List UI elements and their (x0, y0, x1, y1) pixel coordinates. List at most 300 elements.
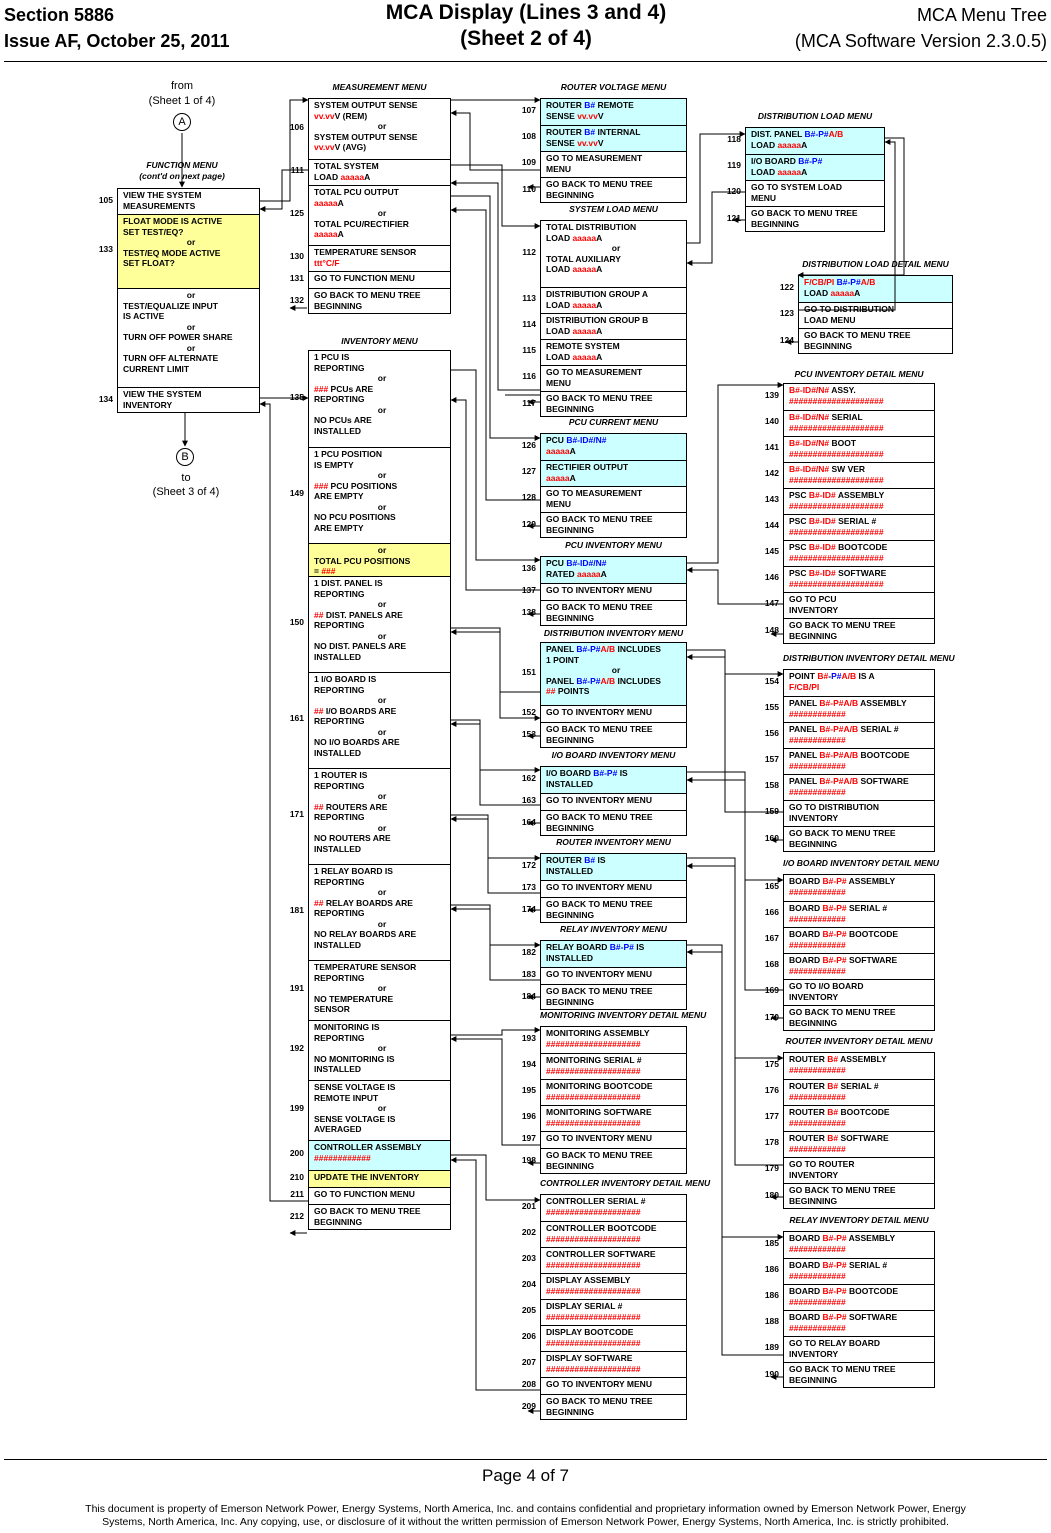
menu-item-201[interactable] (541, 1195, 686, 1221)
menu-item-text: TOTAL DISTRIBUTION (546, 222, 637, 232)
menu-item-text: INVENTORY (123, 399, 173, 410)
menu-item-106[interactable] (309, 99, 450, 159)
menu-item-text: MENU (546, 498, 572, 509)
menu-item-181[interactable] (309, 864, 450, 960)
menu-item-text: NO MONITORING IS (314, 1053, 395, 1064)
menu-item-194[interactable] (541, 1053, 686, 1079)
from-sheet-label: (Sheet 1 of 4) (148, 95, 216, 107)
menu-item-number: 174 (521, 903, 536, 914)
menu-item-number: 110 (522, 183, 536, 194)
menu-item-number: 173 (521, 881, 536, 892)
menu-item-number: 172 (521, 860, 536, 870)
menu-item-number: 144 (764, 520, 779, 530)
menu-item-text: #################### (546, 1285, 641, 1296)
menu-item-166[interactable] (784, 901, 934, 927)
menu-item-number: 132 (289, 294, 304, 305)
menu-item-text: vv.vvV (REM) (314, 110, 368, 121)
menu-item-139[interactable] (784, 384, 934, 410)
menu-item-149[interactable] (309, 447, 450, 543)
menu-item-text: ROUTER B# SOFTWARE (789, 1133, 889, 1143)
menu-item-178[interactable] (784, 1131, 934, 1157)
menu-item-number: 181 (289, 905, 304, 915)
menu-item-text: ############ (789, 1091, 846, 1102)
menu-item-text: #################### (789, 448, 884, 459)
menu-item-165[interactable] (784, 875, 934, 901)
menu-item-number: 141 (764, 442, 779, 452)
menu-item-text: #################### (546, 1206, 641, 1217)
menu-item-number: 185 (764, 1238, 779, 1248)
inventory-menu (308, 350, 451, 1230)
menu-item-145[interactable] (784, 540, 934, 566)
menu-item-199[interactable] (309, 1080, 450, 1140)
menu-item-162[interactable] (541, 767, 686, 793)
menu-item-151[interactable] (541, 643, 686, 705)
menu-item-152[interactable] (541, 705, 686, 722)
menu-item-text: PANEL B#-P#A/B BOOTCODE (789, 750, 910, 760)
menu-item-text: GO BACK TO MENU TREE (804, 330, 911, 340)
menu-item-text: #################### (789, 578, 884, 589)
menu-item-number: 146 (764, 572, 779, 582)
menu-item-140[interactable] (784, 410, 934, 436)
menu-item-text: GO TO SYSTEM LOAD (751, 182, 842, 192)
menu-item-text: or (186, 290, 196, 300)
menu-item-172[interactable] (541, 854, 686, 880)
menu-item-text: INSTALLED (546, 778, 594, 789)
menu-item-117[interactable] (541, 391, 686, 418)
menu-item-text: REPORTING (314, 876, 365, 887)
menu-item-119[interactable] (746, 154, 884, 180)
menu-item-text: or (377, 791, 387, 801)
menu-item-173[interactable] (541, 880, 686, 897)
menu-item-212[interactable] (309, 1204, 450, 1231)
menu-item-text: #################### (546, 1117, 641, 1128)
menu-item-text: PANEL B#-P#A/B INCLUDES (546, 644, 661, 654)
menu-item-text: NO I/O BOARDS ARE (314, 737, 400, 747)
menu-item-197[interactable] (541, 1131, 686, 1148)
menu-item-147[interactable] (784, 592, 934, 618)
menu-item-108[interactable] (541, 125, 686, 151)
menu-item-text: F/CB/PI (789, 681, 820, 692)
menu-item-125[interactable] (309, 185, 450, 245)
menu-item-text: LOAD aaaaaA (546, 325, 603, 336)
menu-item-text: I/O BOARD B#-P# IS (546, 768, 628, 778)
menu-item-195[interactable] (541, 1079, 686, 1105)
menu-item-number: 126 (521, 440, 536, 450)
menu-item-190[interactable] (784, 1362, 934, 1389)
menu-item-155[interactable] (784, 696, 934, 722)
menu-item-text: REPORTING (314, 394, 365, 404)
menu-item-text: LOAD aaaaaA (314, 171, 371, 182)
menu-item-number: 136 (521, 563, 536, 573)
menu-item-text: VIEW THE SYSTEM (123, 190, 202, 200)
sheet-subtitle: (Sheet 2 of 4) (460, 27, 592, 50)
relay-detail-menu (783, 1231, 935, 1388)
menu-item-text: aaaaaA (314, 229, 344, 239)
menu-item-number: 204 (521, 1279, 536, 1289)
menu-item-text: SENSE vv.vvV (546, 110, 604, 121)
relay-inventory-menu-title: RELAY INVENTORY MENU (560, 924, 667, 934)
menu-item-123[interactable] (799, 302, 952, 328)
menu-item-126[interactable] (541, 434, 686, 460)
connector-b: B (176, 448, 194, 466)
io-inventory-menu (540, 766, 687, 836)
menu-item-text: BOARD B#-P# BOOTCODE (789, 1286, 899, 1296)
menu-item-text: 1 I/O BOARD IS (314, 674, 377, 684)
menu-item-138[interactable] (541, 600, 686, 627)
menu-item-text: #################### (546, 1259, 641, 1270)
menu-item-121[interactable] (746, 206, 884, 233)
menu-item-text: GO TO FUNCTION MENU (314, 273, 415, 283)
menu-item-number: 158 (764, 780, 779, 790)
menu-item-200[interactable] (309, 1140, 450, 1170)
menu-item-number: 105 (98, 194, 113, 205)
measurement-menu-title: MEASUREMENT MENU (332, 82, 427, 92)
system-load-menu-title: SYSTEM LOAD MENU (569, 204, 658, 214)
menu-item-185[interactable] (784, 1232, 934, 1258)
menu-item-113[interactable] (541, 287, 686, 313)
dist-inv-detail-menu-title: DISTRIBUTION INVENTORY DETAIL MENU (783, 653, 955, 663)
menu-item-206[interactable] (541, 1325, 686, 1351)
menu-item-text: PANEL B#-P#A/B INCLUDES (546, 675, 661, 686)
menu-item-137[interactable] (541, 583, 686, 600)
menu-item-text: GO TO INVENTORY MENU (546, 1379, 652, 1389)
menu-item-text: GO BACK TO MENU TREE (789, 1364, 896, 1374)
menu-item-text: ############ (314, 1152, 371, 1163)
menu-item-text: TOTAL PCU POSITIONS (314, 555, 411, 566)
menu-item-141[interactable] (784, 436, 934, 462)
menu-item-208[interactable] (541, 1377, 686, 1394)
menu-item-144[interactable] (784, 514, 934, 540)
menu-item-210[interactable] (309, 1170, 450, 1187)
menu-item-number: 139 (764, 390, 779, 400)
menu-item-number: 145 (764, 546, 779, 556)
menu-item-text: IS EMPTY (314, 459, 354, 470)
menu-item-text: SENSOR (314, 1004, 350, 1014)
menu-item-text: ARE EMPTY (314, 491, 364, 501)
menu-item-text: BEGINNING (546, 996, 595, 1007)
menu-item-171[interactable] (309, 768, 450, 864)
menu-item-text: ############ (789, 1322, 846, 1333)
menu-item-number: 161 (289, 713, 304, 723)
menu-item-text: ## ROUTERS ARE (314, 801, 388, 812)
menu-item-120[interactable] (746, 180, 884, 206)
menu-item-153[interactable] (541, 722, 686, 749)
router-inventory-menu (540, 853, 687, 923)
dist-load-detail-menu (798, 275, 953, 354)
menu-item-160[interactable] (784, 826, 934, 853)
menu-item-text: MENU (751, 192, 777, 203)
menu-item-text: NO PCU POSITIONS (314, 512, 396, 522)
pcu-current-menu (540, 433, 687, 538)
menu-item-132[interactable] (309, 288, 450, 315)
menu-item-text: ############ (789, 1064, 846, 1075)
controller-detail-menu (540, 1194, 687, 1420)
page-number: Page 4 of 7 (482, 1466, 569, 1485)
to-sheet-label: (Sheet 3 of 4) (152, 486, 220, 498)
menu-item-112[interactable] (541, 221, 686, 287)
menu-item-text: vv.vvV (AVG) (314, 142, 367, 152)
controller-detail-menu-title: CONTROLLER INVENTORY DETAIL MENU (540, 1178, 711, 1188)
menu-item-text: B#-ID#/N# BOOT (789, 438, 857, 448)
menu-item-number: 164 (521, 816, 536, 827)
menu-item-209[interactable] (541, 1394, 686, 1421)
menu-item-188[interactable] (784, 1310, 934, 1336)
issue-label: Issue AF, October 25, 2011 (4, 31, 230, 51)
pcu-detail-menu-title: PCU INVENTORY DETAIL MENU (794, 369, 924, 379)
menu-item-174[interactable] (541, 897, 686, 924)
system-load-menu (540, 220, 687, 417)
router-voltage-menu-title: ROUTER VOLTAGE MENU (560, 82, 667, 92)
menu-item-150[interactable] (309, 576, 450, 672)
menu-item-text: CURRENT LIMIT (123, 363, 190, 374)
menu-item-text: LOAD aaaaaA (546, 232, 603, 243)
menu-item-number: 193 (521, 1033, 536, 1043)
menu-item-183[interactable] (541, 967, 686, 984)
menu-item-110[interactable] (541, 177, 686, 204)
menu-item-158[interactable] (784, 774, 934, 800)
menu-item-207[interactable] (541, 1351, 686, 1377)
menu-item-text: ############ (789, 1243, 846, 1254)
menu-item-157[interactable] (784, 748, 934, 774)
menu-item-function-2[interactable] (118, 288, 259, 387)
menu-item-text: GO TO INVENTORY MENU (546, 707, 652, 717)
menu-item-text: #################### (546, 1337, 641, 1348)
menu-item-105[interactable] (118, 189, 259, 214)
menu-item-135[interactable] (309, 351, 450, 447)
menu-item-180[interactable] (784, 1183, 934, 1210)
menu-item-text: PCU B#-ID#/N# (546, 558, 607, 568)
menu-item-text: ## POINTS (546, 686, 590, 696)
menu-item-131[interactable] (309, 271, 450, 288)
io-inventory-menu-title: I/O BOARD INVENTORY MENU (551, 750, 676, 760)
menu-item-number: 192 (289, 1043, 304, 1053)
menu-item-inventory-2[interactable] (309, 543, 450, 576)
menu-item-text: B#-ID#/N# SW VER (789, 464, 866, 474)
menu-item-189[interactable] (784, 1336, 934, 1362)
menu-item-text: GO BACK TO MENU TREE (546, 899, 653, 909)
menu-item-text: ############ (789, 760, 846, 771)
menu-item-text: or (377, 121, 387, 131)
menu-item-text: ############ (789, 708, 846, 719)
menu-item-129[interactable] (541, 512, 686, 539)
menu-item-number: 134 (98, 393, 113, 404)
menu-item-133[interactable] (118, 214, 259, 288)
menu-item-text: or (611, 243, 621, 253)
menu-item-text: INSTALLED (314, 1064, 362, 1074)
menu-item-text: PSC B#-ID# SERIAL # (789, 516, 877, 526)
menu-item-number: 183 (521, 968, 536, 979)
menu-item-text: BEGINNING (804, 340, 853, 351)
software-version: (MCA Software Version 2.3.0.5) (794, 31, 1047, 51)
menu-item-text: aaaaaA (546, 445, 576, 456)
menu-item-text: BEGINNING (546, 524, 595, 535)
menu-item-text: or (377, 983, 387, 993)
menu-item-number: 129 (521, 518, 536, 529)
menu-item-203[interactable] (541, 1247, 686, 1273)
menu-item-169[interactable] (784, 979, 934, 1005)
menu-item-136[interactable] (541, 557, 686, 583)
menu-item-109[interactable] (541, 151, 686, 177)
menu-item-text: or (377, 1103, 387, 1113)
menu-item-text: LOAD aaaaaA (546, 351, 603, 362)
menu-item-text: PCU B#-ID#/N# (546, 435, 607, 445)
menu-item-186[interactable] (784, 1284, 934, 1310)
menu-item-text: #################### (789, 422, 884, 433)
menu-item-163[interactable] (541, 793, 686, 810)
menu-item-number: 202 (521, 1227, 536, 1237)
menu-item-154[interactable] (784, 670, 934, 696)
menu-item-text: REPORTING (314, 908, 365, 918)
section-label: Section 5886 (4, 5, 115, 25)
menu-item-205[interactable] (541, 1299, 686, 1325)
menu-item-143[interactable] (784, 488, 934, 514)
menu-item-177[interactable] (784, 1105, 934, 1131)
menu-item-182[interactable] (541, 941, 686, 967)
menu-item-198[interactable] (541, 1148, 686, 1175)
menu-item-number: 180 (764, 1189, 779, 1200)
menu-item-191[interactable] (309, 960, 450, 1020)
menu-item-text: ROUTER B# ASSEMBLY (789, 1054, 887, 1064)
menu-item-text: INVENTORY (789, 991, 839, 1002)
menu-item-text: TOTAL SYSTEM (314, 161, 379, 171)
menu-item-text: ttt°C/F (314, 257, 340, 268)
menu-item-number: 150 (289, 617, 304, 627)
menu-item-text: MONITORING SERIAL # (546, 1055, 642, 1065)
menu-item-175[interactable] (784, 1053, 934, 1079)
function-menu-subtitle: (cont'd on next page) (139, 171, 225, 181)
page-title: MCA Display (Lines 3 and 4) (385, 1, 667, 24)
menu-item-193[interactable] (541, 1027, 686, 1053)
menu-item-number: 114 (522, 319, 536, 329)
menu-item-text: GO TO PCU (789, 594, 837, 604)
menu-item-number: 142 (764, 468, 779, 478)
menu-item-118[interactable] (746, 128, 884, 154)
menu-item-text: ############ (789, 734, 846, 745)
menu-item-text: GO BACK TO MENU TREE (314, 290, 421, 300)
menu-item-text: GO TO RELAY BOARD (789, 1338, 880, 1348)
menu-item-156[interactable] (784, 722, 934, 748)
menu-item-168[interactable] (784, 953, 934, 979)
confidential-notice-1: This document is property of Emerson Network Power, Energy Systems, North America, Inc. and contains confidential and proprietary information owned by Emerson Network Power, Energy (85, 1503, 966, 1515)
menu-item-text: #################### (789, 474, 884, 485)
menu-item-number: 171 (289, 809, 304, 819)
menu-item-text: GO TO INVENTORY MENU (546, 1133, 652, 1143)
connector-a: A (173, 113, 191, 131)
menu-item-text: 1 RELAY BOARD IS (314, 866, 393, 876)
menu-item-number: 127 (521, 466, 536, 476)
menu-item-text: ROUTER B# INTERNAL (546, 127, 641, 137)
menu-item-164[interactable] (541, 810, 686, 837)
menu-item-text: BEGINNING (546, 403, 595, 414)
menu-item-text: LOAD aaaaaA (751, 139, 808, 150)
menu-item-text: AVERAGED (314, 1124, 362, 1134)
menu-item-192[interactable] (309, 1020, 450, 1080)
menu-item-text: ROUTER B# SERIAL # (789, 1081, 879, 1091)
menu-item-text: ############ (789, 913, 846, 924)
menu-item-148[interactable] (784, 618, 934, 645)
function-menu-title: FUNCTION MENU (146, 160, 218, 170)
menu-item-130[interactable] (309, 245, 450, 271)
menu-item-127[interactable] (541, 460, 686, 486)
menu-item-196[interactable] (541, 1105, 686, 1131)
menu-item-text: REPORTING (314, 716, 365, 726)
menu-item-number: 210 (289, 1171, 304, 1182)
measurement-menu (308, 98, 451, 314)
menu-item-186[interactable] (784, 1258, 934, 1284)
menu-item-text: TOTAL AUXILIARY (546, 253, 621, 264)
menu-item-114[interactable] (541, 313, 686, 339)
menu-item-184[interactable] (541, 984, 686, 1011)
menu-item-202[interactable] (541, 1221, 686, 1247)
menu-item-number: 189 (764, 1342, 779, 1352)
menu-item-number: 190 (764, 1368, 779, 1379)
menu-item-text: DISPLAY BOOTCODE (546, 1327, 634, 1337)
menu-item-number: 166 (764, 907, 779, 917)
doc-type: MCA Menu Tree (916, 5, 1047, 25)
menu-item-number: 169 (764, 985, 779, 995)
menu-item-text: FLOAT MODE IS ACTIVE (123, 216, 223, 226)
menu-item-text: REPORTING (314, 362, 365, 373)
menu-item-text: ############ (789, 1143, 846, 1154)
menu-item-167[interactable] (784, 927, 934, 953)
menu-item-text: or (186, 342, 196, 353)
menu-item-179[interactable] (784, 1157, 934, 1183)
menu-item-number: 128 (521, 492, 536, 502)
header-divider (4, 61, 1047, 62)
menu-item-text: CONTROLLER ASSEMBLY (314, 1142, 422, 1152)
menu-item-176[interactable] (784, 1079, 934, 1105)
router-detail-menu (783, 1052, 935, 1209)
menu-item-134[interactable] (118, 387, 259, 414)
menu-item-text: LOAD aaaaaA (751, 166, 808, 177)
menu-item-text: or (377, 887, 387, 897)
menu-item-142[interactable] (784, 462, 934, 488)
menu-item-124[interactable] (799, 328, 952, 355)
menu-item-text: ############ (789, 786, 846, 797)
menu-item-122[interactable] (799, 276, 952, 302)
menu-item-text: MONITORING IS (314, 1022, 380, 1032)
menu-item-text: REMOTE INPUT (314, 1092, 379, 1103)
menu-item-number: 124 (779, 334, 794, 345)
menu-item-text: GO BACK TO MENU TREE (546, 812, 653, 822)
menu-item-number: 170 (764, 1011, 779, 1022)
menu-item-text: or (377, 545, 387, 555)
io-detail-menu-title: I/O BOARD INVENTORY DETAIL MENU (783, 858, 940, 868)
menu-item-159[interactable] (784, 800, 934, 826)
menu-item-text: 1 POINT (546, 654, 580, 665)
menu-item-107[interactable] (541, 99, 686, 125)
menu-item-128[interactable] (541, 486, 686, 512)
menu-item-text: SENSE VOLTAGE IS (314, 1113, 396, 1124)
menu-item-number: 120 (726, 186, 741, 196)
menu-item-116[interactable] (541, 365, 686, 391)
menu-item-211[interactable] (309, 1187, 450, 1204)
menu-item-146[interactable] (784, 566, 934, 592)
menu-item-115[interactable] (541, 339, 686, 365)
menu-item-number: 176 (764, 1085, 779, 1095)
menu-item-204[interactable] (541, 1273, 686, 1299)
menu-item-170[interactable] (784, 1005, 934, 1032)
menu-item-161[interactable] (309, 672, 450, 768)
menu-item-text: REPORTING (314, 780, 365, 791)
menu-item-text: GO TO INVENTORY MENU (546, 585, 652, 595)
menu-item-number: 131 (289, 272, 304, 283)
menu-item-text: BOARD B#-P# SOFTWARE (789, 1312, 898, 1322)
menu-item-111[interactable] (309, 159, 450, 185)
menu-item-text: GO BACK TO MENU TREE (546, 1150, 653, 1160)
menu-item-text: TURN OFF ALTERNATE (123, 353, 219, 363)
menu-item-text: INVENTORY (789, 812, 839, 823)
